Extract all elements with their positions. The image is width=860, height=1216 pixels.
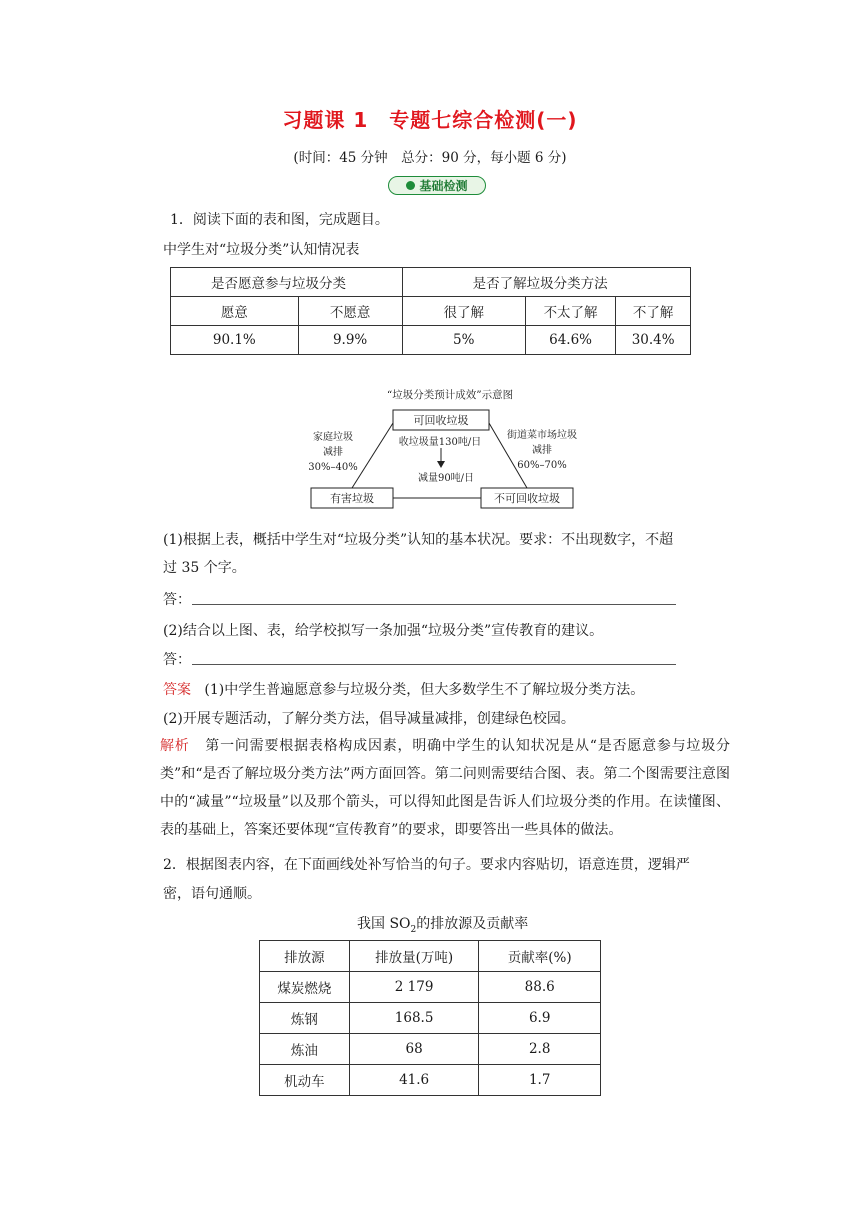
column-header: 不了解 — [616, 297, 691, 326]
page-subtitle: (时间：45 分钟 总分：90 分，每小题 6 分) — [293, 150, 567, 166]
q2-stem-line1: 2．根据图表内容，在下面画线处补写恰当的句子。要求内容贴切，语意连贯，逻辑严 — [163, 857, 690, 873]
column-header: 愿意 — [171, 297, 299, 326]
page-title: 习题课 1 专题七综合检测(一) — [282, 108, 578, 132]
q1-table-title: 中学生对“垃圾分类”认知情况表 — [163, 242, 360, 258]
section-badge — [388, 176, 486, 195]
answer-1 — [163, 680, 644, 700]
table-cell: 1.7 — [479, 1065, 601, 1096]
table-cell: 64.6% — [525, 326, 615, 355]
right-label-3: 60%–70% — [517, 460, 567, 471]
column-header: 很了解 — [402, 297, 525, 326]
q1-stem: 1．阅读下面的表和图，完成题目。 — [170, 212, 389, 228]
q2-table-title-sub: 2 — [410, 924, 417, 935]
q1-sub1-line2: 过 35 个字。 — [163, 560, 246, 576]
q1-table — [170, 267, 691, 355]
table-cell: 机动车 — [260, 1065, 350, 1096]
table-cell: 炼油 — [260, 1034, 350, 1065]
column-header: 排放源 — [260, 941, 350, 972]
collect-volume-label: 收垃圾量130吨/日 — [398, 437, 482, 448]
table-cell: 9.9% — [298, 326, 402, 355]
q2-table-title-post: 的排放源及贡献率 — [416, 916, 529, 932]
answer-line — [192, 664, 676, 665]
left-label-3: 30%–40% — [308, 462, 358, 473]
analysis-tag: 解析 — [160, 738, 190, 754]
table-cell: 2 179 — [349, 972, 479, 1003]
table-row — [260, 972, 601, 1003]
left-label-2: 减排 — [323, 447, 343, 458]
answer-line — [192, 604, 676, 605]
q1-sub2: (2)结合以上图、表，给学校拟写一条加强“垃圾分类”宣传教育的建议。 — [163, 623, 604, 639]
table-cell: 168.5 — [349, 1003, 479, 1034]
recyclable-label: 可回收垃圾 — [413, 414, 469, 427]
table-cell: 88.6 — [479, 972, 601, 1003]
down-arrow-icon — [437, 461, 445, 468]
q2-stem-line2: 密，语句通顺。 — [163, 886, 261, 902]
table-cell: 炼钢 — [260, 1003, 350, 1034]
table-cell: 90.1% — [171, 326, 299, 355]
table-cell: 68 — [349, 1034, 479, 1065]
answer-2: (2)开展专题活动，了解分类方法，倡导减量减排，创建绿色校园。 — [163, 711, 575, 727]
reduction-label: 减量90吨/日 — [417, 473, 475, 484]
answer-label: 答： — [163, 652, 191, 668]
answer-tag: 答案 — [163, 682, 191, 698]
table-cell: 5% — [402, 326, 525, 355]
column-header: 不愿意 — [298, 297, 402, 326]
column-header: 贡献率(%) — [479, 941, 601, 972]
q2-table — [259, 940, 601, 1096]
q1-sub1-line1: (1)根据上表，概括中学生对“垃圾分类”认知的基本状况。要求：不出现数字，不超 — [163, 532, 674, 548]
group-header: 是否了解垃圾分类方法 — [402, 268, 690, 297]
bullet-icon — [406, 181, 415, 190]
group-header: 是否愿意参与垃圾分类 — [171, 268, 403, 297]
right-label-1: 街道菜市场垃圾 — [507, 430, 577, 441]
left-label-1: 家庭垃圾 — [313, 432, 353, 443]
table-row — [260, 1034, 601, 1065]
column-header: 不太了解 — [525, 297, 615, 326]
analysis-text: 第一问需要根据表格构成因素，明确中学生的认知状况是从“是否愿意参与垃圾分类”和“是否了解垃圾分类方法”两方面回答。第二问则需要结合图、表。第二个图需要注意图中的“减量”“垃圾量”以及那个箭头，可以得知此图是告诉人们垃圾分类的作用。在读懂图、表的基础上，答案还要体现“宣传教育”的要求，即要答出一些具体的做法。 — [160, 738, 731, 838]
analysis-paragraph — [160, 732, 730, 844]
table-cell: 30.4% — [616, 326, 691, 355]
section-badge-label: 基础检测 — [419, 179, 468, 193]
table-cell: 2.8 — [479, 1034, 601, 1065]
answer-label: 答： — [163, 592, 191, 608]
answer-text-1: (1)中学生普遍愿意参与垃圾分类，但大多数学生不了解垃圾分类方法。 — [204, 682, 645, 698]
non-recyclable-label: 不可回收垃圾 — [494, 492, 560, 505]
diagram-caption: “垃圾分类预计成效”示意图 — [386, 389, 514, 401]
sorting-diagram — [300, 385, 590, 515]
table-cell: 煤炭燃烧 — [260, 972, 350, 1003]
hazardous-label: 有害垃圾 — [330, 492, 374, 505]
column-header: 排放量(万吨) — [349, 941, 479, 972]
left-edge — [352, 423, 393, 488]
table-cell: 41.6 — [349, 1065, 479, 1096]
table-row — [260, 1003, 601, 1034]
q2-table-title-pre: 我国 SO — [357, 916, 411, 932]
table-cell: 6.9 — [479, 1003, 601, 1034]
table-row — [260, 1065, 601, 1096]
q2-table-title — [357, 914, 528, 940]
right-label-2: 减排 — [532, 445, 552, 456]
